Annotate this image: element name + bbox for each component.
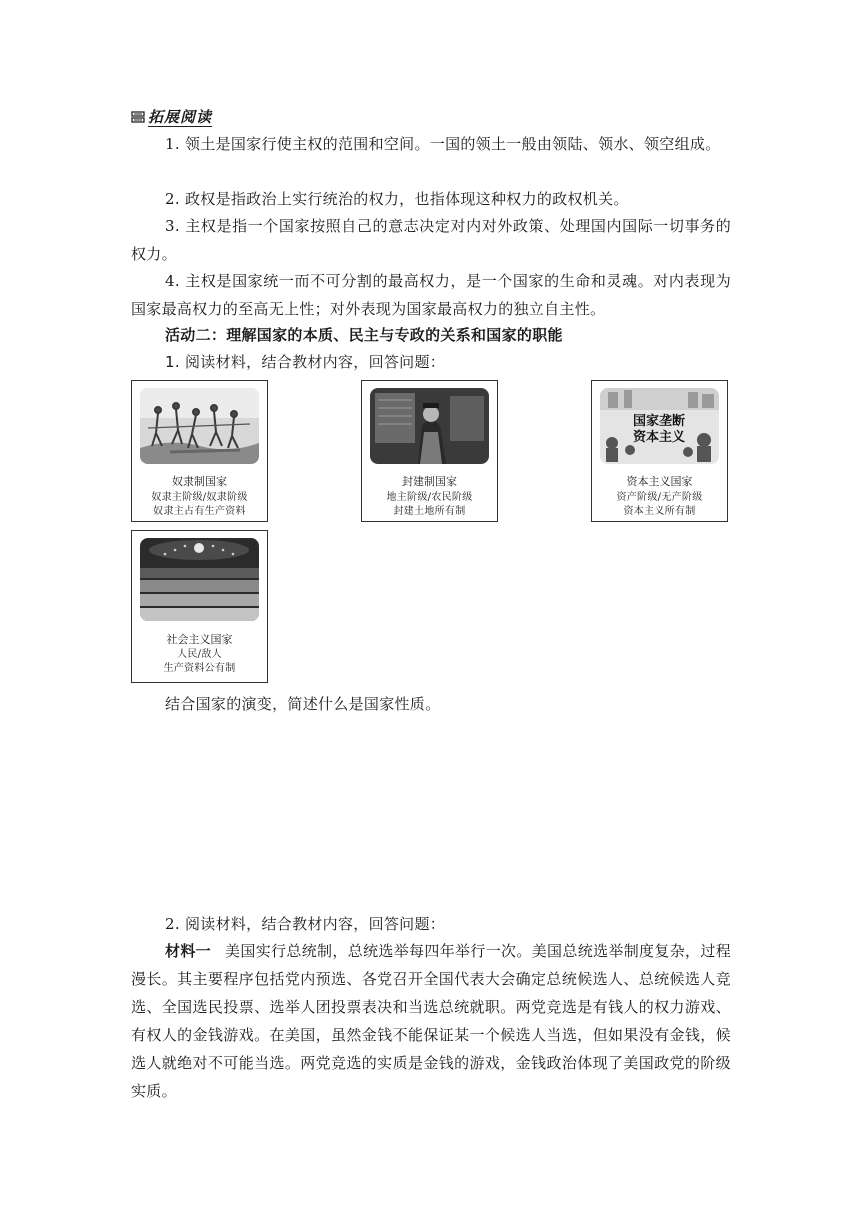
card-classes: 奴隶主阶级/奴隶阶级 [151, 492, 248, 503]
card-name: 奴隶制国家 [172, 475, 227, 488]
reading-item-2: 2. 政权是指政治上实行统治的权力，也指体现这种权力的政权机关。 [165, 190, 629, 208]
card-slave-state [131, 380, 268, 522]
material-1-label: 材料一 [165, 942, 211, 960]
card-capitalist-state [591, 380, 728, 522]
question-1: 1. 阅读材料，结合教材内容，回答问题： [165, 353, 446, 371]
question-2: 2. 阅读材料，结合教材内容，回答问题： [165, 915, 446, 933]
card-ownership: 奴隶主占有生产资料 [153, 506, 246, 517]
card-name: 资本主义国家 [626, 475, 693, 488]
card-classes: 人民/敌人 [177, 649, 222, 660]
card-name: 社会主义国家 [166, 633, 233, 646]
card-name: 封建制国家 [402, 475, 457, 488]
reading-item-1: 1. 领土是国家行使主权的范围和空间。一国的领土一般由领陆、领水、领空组成。 [165, 135, 721, 153]
card-ownership: 封建土地所有制 [393, 506, 466, 517]
card-classes: 地主阶级/农民阶级 [386, 492, 473, 503]
image-text-line-2: 资本主义 [632, 430, 686, 445]
card-ownership: 生产资料公有制 [163, 663, 236, 674]
question-1-prompt: 结合国家的演变，简述什么是国家性质。 [165, 695, 441, 713]
feudal-emperor-image [370, 388, 489, 464]
material-1 [131, 937, 731, 1105]
extended-reading-heading [131, 106, 212, 128]
great-hall-image [140, 538, 259, 621]
reading-item-4: 4. 主权是国家统一而不可分割的最高权力，是一个国家的生命和灵魂。对内表现为国家最高权力的至高无上性；对外表现为国家最高权力的独立自主性。 [131, 272, 731, 318]
activity-title: 活动二：理解国家的本质、民主与专政的关系和国家的职能 [165, 326, 563, 344]
card-classes: 资产阶级/无产阶级 [616, 492, 703, 503]
card-ownership: 资本主义所有制 [623, 506, 696, 517]
image-text-line-1: 国家垄断 [632, 414, 686, 429]
slave-labor-engraving [140, 388, 259, 464]
card-socialist-state [131, 530, 268, 683]
monopoly-capitalism-cartoon [600, 388, 719, 464]
reading-item-3: 3. 主权是指一个国家按照自己的意志决定对内对外政策、处理国内国际一切事务的权力。 [131, 217, 731, 263]
material-1-text: 美国实行总统制，总统选举每四年举行一次。美国总统选举制度复杂，过程漫长。其主要程序包括党内预选、各党召开全国代表大会确定总统候选人、总统候选人竞选、全国选民投票、选举人团投票表决和当选总统就职。两党竞选是有钱人的权力游戏、有权人的金钱游戏。在美国，虽然金钱不能保证某一个候选人当选，但如果没有金钱，候选人就绝对不可能当选。两党竞选的实质是金钱的游戏，金钱政治体现了美国政党的阶级实质。 [131, 942, 731, 1100]
card-feudal-state [361, 380, 498, 522]
book-icon [131, 110, 145, 124]
heading-title: 拓展阅读 [148, 107, 213, 126]
